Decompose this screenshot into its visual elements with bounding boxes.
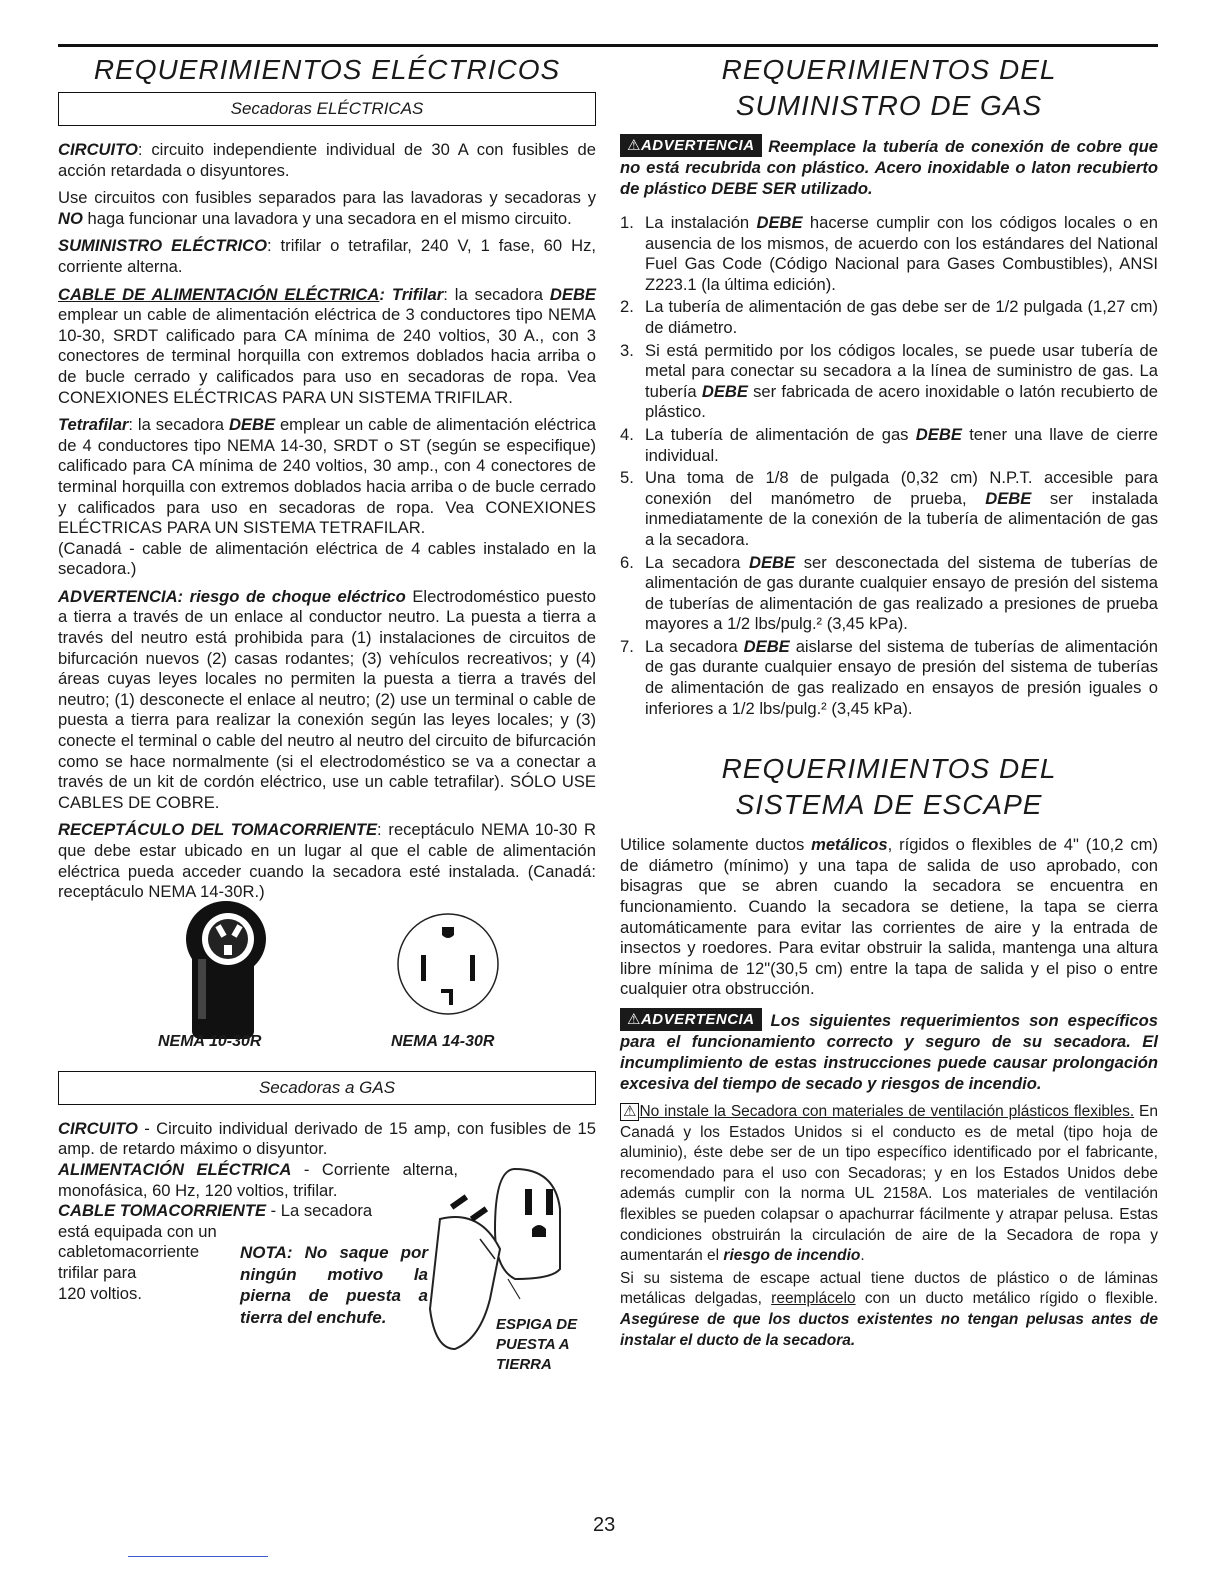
para-gas-supply: ALIMENTACIÓN ELÉCTRICA - Corriente alterna, monofásica, 60 Hz, 120 voltios, trifilar. — [58, 1159, 458, 1200]
para-gas-circuit: CIRCUITO - Circuito individual derivado de 15 amp, con fusibles de 15 amp. de retardo máximo o disyuntor. — [58, 1118, 596, 1159]
list-item: 2. La tubería de alimentación de gas debe ser de 1/2 pulgada (1,27 cm) de diámetro. — [620, 297, 1158, 337]
page-number: 23 — [593, 1514, 616, 1536]
footer-rule — [128, 1556, 268, 1557]
list-item: 1. La instalación DEBE hacerse cumplir con los códigos locales o en ausencia de los mismos, de acuerdo con los estándares del National Fuel Gas Code (Código Nacional para Gases Combustibles), ANSI Z223.1 (la última edición). — [620, 213, 1158, 294]
para-canada: (Canadá - cable de alimentación eléctrica de 4 cables instalado en la secadora.) — [58, 538, 596, 579]
nema-14-30r-image — [393, 909, 503, 1019]
para-cable: CABLE DE ALIMENTACIÓN ELÉCTRICA: Trifilar: la secadora DEBE emplear un cable de alimentación eléctrica de 3 conductores tipo NEMA 10-30, SRDT calificado para CA mínima de 240 voltios, 30 A., con 3 conectores de terminal horquilla con extremos doblados hacia arriba o de bucle cerrado y calificados para uso en secadoras de ropa. Vea CONEXIONES ELÉCTRICAS PARA UN SISTEMA TRIFILAR. — [58, 284, 596, 407]
warning-triangle-icon: ⚠ — [627, 137, 641, 154]
nema-10-30r-image — [178, 899, 278, 1039]
list-item: 5. Una toma de 1/8 de pulgada (0,32 cm) N.P.T. accesible para conexión del manómetro de prueba, DEBE ser instalada inmediatamente de la conexión de la tubería de alimentación de gas a la secadora. — [620, 468, 1158, 549]
gas-requirements-list — [620, 213, 1158, 719]
gas-electrical-block — [58, 1118, 596, 1373]
heading-exhaust-2: SISTEMA DE ESCAPE — [735, 789, 1043, 821]
box-gas-dryers: Secadoras a GAS — [58, 1071, 596, 1105]
list-item: 3. Si está permitido por los códigos locales, se puede usar tubería de metal para conectar su secadora a la línea de suministro de gas. La tubería DEBE ser fabricada de acero inoxidable o latón recubierto de plástico. — [620, 340, 1158, 422]
warning-triangle-icon: ⚠ — [620, 1103, 639, 1121]
list-item: 7. La secadora DEBE aislarse del sistema de tuberías de alimentación de gas durante cualquier ensayo de presión del sistema de tuberías de alimentación de gas realizado en ensayos de presión iguales o inferiores a 1/2 lbs/pulg.² (3,45 kPa). — [620, 636, 1158, 718]
heading-gas-2: SUMINISTRO DE GAS — [735, 90, 1043, 121]
note-ground-prong: NOTA: No saque por ningún motivo la pierna de puesta a tierra del enchufe. — [240, 1243, 428, 1327]
list-item: 4. La tubería de alimentación de gas DEBE tener una llave de cierre individual. — [620, 424, 1158, 465]
para-tetra: Tetrafilar: la secadora DEBE emplear un cable de alimentación eléctrica de 4 conductores tipo NEMA 14-30, SRDT o ST (según se especifique) calificado para CA mínima de 240 voltios, 30 amp., con 4 conectores de terminal horquilla con extremos doblados hacia arriba o de bucle cerrado y calificados para uso en secadoras de ropa. Vea CONEXIONES ELÉCTRICAS PARA UN SISTEMA TETRAFILAR. — [58, 415, 596, 538]
heading-exhaust-1: REQUERIMIENTOS DEL — [721, 753, 1057, 785]
warning-badge: ⚠ADVERTENCIA — [620, 1008, 762, 1031]
para-receptacle: RECEPTÁCULO DEL TOMACORRIENTE: receptáculo NEMA 10-30 R que debe estar ubicado en un lugar al que el cable de alimentación eléctrica pueda acceder cuando la secadora esté instalada. (Canadá: receptáculo NEMA 14-30R.) — [58, 820, 596, 902]
list-item: 6. La secadora DEBE ser desconectada del sistema de tuberías de alimentación de gas durante cualquier ensayo de presión del sistema de tuberías de alimentación de gas realizado a presiones de prueba mayores a 1/2 lbs/pulg.² (3,45 kPa). — [620, 552, 1158, 634]
warning-badge: ⚠ADVERTENCIA — [620, 134, 762, 157]
warning-triangle-icon: ⚠ — [627, 1011, 641, 1028]
gas-cable-line-4: trifilar para — [58, 1262, 137, 1282]
gas-cable-line-3: cabletomacorriente — [58, 1242, 200, 1262]
right-column — [620, 52, 1158, 1351]
para-warning-shock: ADVERTENCIA: riesgo de choque eléctrico Electrodoméstico puesto a tierra a través de un enlace al conductor neutro. La puesta a tierra a través del neutro está prohibida para (1) instalaciones de circuitos de bifurcación nuevos (2) casas rodantes; (3) vehículos recreativos; y (4) áreas cuyas leyes locales no permiten la puesta a tierra a través del neutro; (1) desconecte el enlace al neutro; (2) use un terminal o cable de puesta a tierra para realizar la conexión según las leyes locales; y (3) conecte el terminal o cable del neutro al neutro del circuito de bifurcación como se hace normalmente (si el electrodoméstico se va a conectar a través de un kit de cordón eléctrico, use un cable tetrafilar). SÓLO USE CABLES DE COBRE. — [58, 586, 596, 812]
warning-gas: ⚠ADVERTENCIA Reemplace la tubería de conexión de cobre que no está recubrida con plástico. Acero inoxidable o laton recubierto de plástico DEBE SER utilizado. — [620, 134, 1158, 199]
para-plastic-vent: ⚠ No instale la Secadora con materiales de ventilación plásticos flexibles. En Canadá y los Estados Unidos si el conducto es de metal (tipo hoja de aluminio), éste debe ser de un tipo específico identificado por el fabricante, recomendado para el uso con Secadoras; y en los Estados Unidos debe además cumplir con la norma UL 2158A. Los materiales de ventilación flexibles se pueden colapsar o apachurrar fácilmente y atrapar pelusa. Estas condiciones obstruirán la circulación de aire de la Secadora de ropa y aumentarán el riesgo de incendio. — [620, 1103, 1158, 1265]
caption-nema-10-30r: NEMA 10-30R — [158, 1032, 262, 1050]
caption-nema-14-30r: NEMA 14-30R — [391, 1032, 495, 1050]
para-circuit: CIRCUITO: circuito independiente individual de 30 A con fusibles de acción retardada o disyuntores. — [58, 140, 596, 180]
heading-electrical: REQUERIMIENTOS ELÉCTRICOS — [93, 54, 561, 85]
left-column — [58, 52, 596, 1373]
receptacle-figures — [58, 909, 596, 1059]
heading-gas-1: REQUERIMIENTOS DEL — [721, 54, 1057, 85]
para-gas-cable-2: está equipada con un — [58, 1221, 217, 1241]
para-replace: Si su sistema de escape actual tiene ductos de plástico o de láminas metálicas delgadas, reemplácelo con un ducto metálico rígido o flexible. Asegúrese de que los ductos existentes no tengan pelusas antes de instalar el ducto de la secadora. — [620, 1269, 1158, 1349]
para-exhaust: Utilice solamente ductos metálicos, rígidos o flexibles de 4" (10,2 cm) de diámetro (mínimo) y una tapa de salida de uso aprobado, con bisagras que se abren cuando la secadora se encuentra en funcionamiento. Cuando la secadora se detiene, la tapa se cierra automáticamente para evitar las corrientes de aire y la entrada de insectos y roedores. Para evitar obstruir la salida, mantenga una altura libre mínima de 12"(30,5 cm) entre la tapa de salida y el piso o entre cualquier otra obstrucción. — [620, 835, 1158, 999]
para-separate: Use circuitos con fusibles separados para las lavadoras y secadoras y NO haga funcionar una lavadora y una secadora en el mismo circuito. — [58, 188, 596, 228]
top-rule — [58, 44, 1158, 47]
para-supply: SUMINISTRO ELÉCTRICO: trifilar o tetrafilar, 240 V, 1 fase, 60 Hz, corriente alterna. — [58, 236, 596, 276]
box-electric-dryers: Secadoras ELÉCTRICAS — [58, 92, 596, 126]
label-ground-prong: ESPIGA DE PUESTA A TIERRA — [496, 1315, 578, 1373]
para-gas-cable: CABLE TOMACORRIENTE - La secadora — [58, 1201, 373, 1221]
gas-cable-line-5: 120 voltios. — [58, 1283, 142, 1303]
warning-exhaust: ⚠ADVERTENCIA Los siguientes requerimientos son específicos para el funcionamiento correcto y seguro de su secadora. El incumplimiento de estas instrucciones puede causar prolongación excesiva del tiempo de secado y riesgos de incendio. — [620, 1008, 1158, 1094]
